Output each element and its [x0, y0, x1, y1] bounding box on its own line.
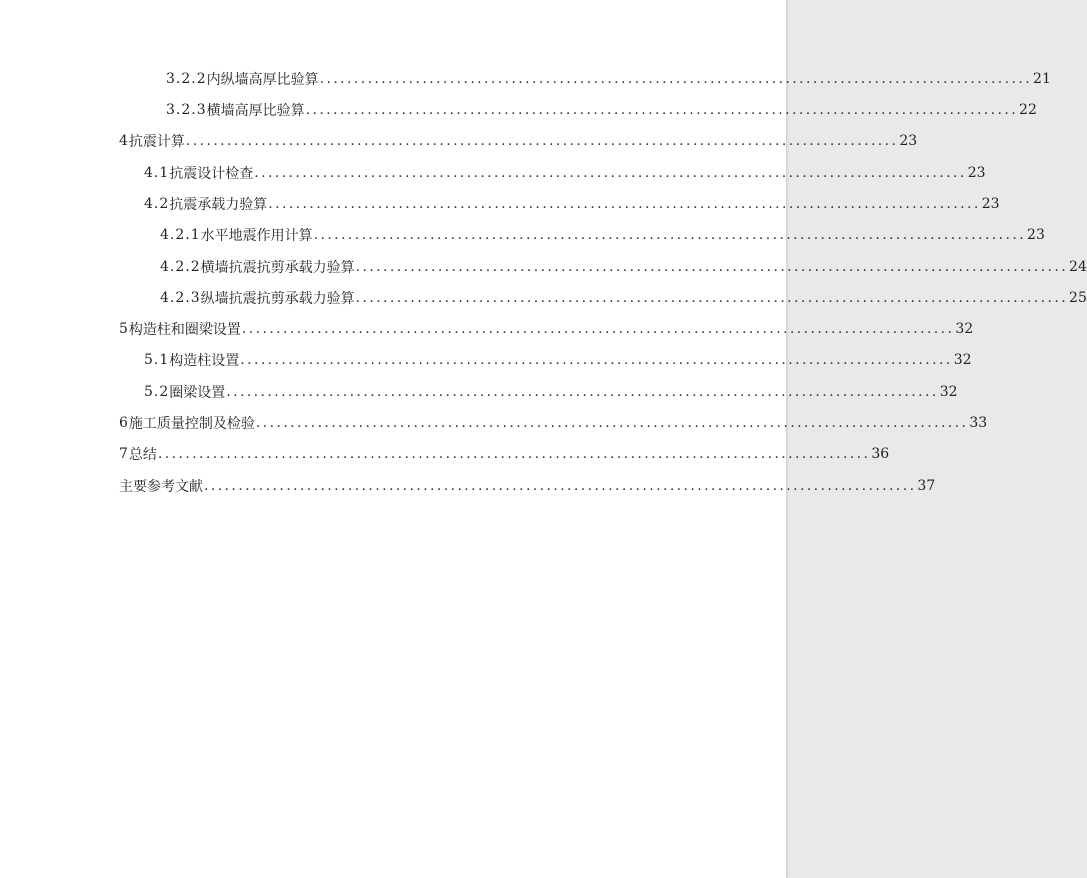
toc-entry-title: 总结: [128, 447, 157, 463]
toc-leader-dots: ........................................................................................................: [185, 133, 899, 149]
toc-entry-number: 7: [119, 446, 129, 462]
toc-entry-page: 32: [953, 352, 972, 368]
toc-entry-number: 4.2: [144, 196, 170, 212]
toc-entry-page: 23: [899, 133, 918, 149]
toc-entry-number: 4.2.3: [160, 290, 201, 306]
toc-leader-dots: ........................................................................................................: [204, 478, 917, 494]
toc-entry-number: 4.2.1: [160, 227, 201, 243]
toc-entry[interactable]: [144, 162, 986, 184]
toc-entry-number: 5: [119, 321, 129, 337]
toc-entry-page: 36: [871, 446, 890, 462]
toc-entry-page: 32: [955, 321, 974, 337]
toc-leader-dots: ........................................................................................................: [157, 446, 871, 462]
toc-entry[interactable]: [160, 224, 1045, 246]
toc-leader-dots: ........................................................................................................: [355, 290, 1069, 306]
toc-leader-dots: ........................................................................................................: [268, 196, 981, 212]
toc-entry[interactable]: [119, 130, 918, 152]
toc-leader-dots: ........................................................................................................: [319, 71, 1033, 87]
toc-entry-number: 3.2.3: [166, 102, 207, 118]
toc-entry-title: 构造柱和圈梁设置: [128, 322, 241, 338]
toc-entry-title: 纵墙抗震抗剪承载力验算: [200, 291, 355, 307]
toc-entry-title: 内纵墙高厚比验算: [206, 72, 319, 88]
toc-leader-dots: ........................................................................................................: [255, 415, 969, 431]
toc-entry-page: 23: [981, 196, 1000, 212]
toc-leader-dots: ........................................................................................................: [305, 102, 1019, 118]
toc-leader-dots: ........................................................................................................: [240, 352, 953, 368]
toc-entry-title: 抗震计算: [128, 134, 185, 150]
toc-entry-number: 3.2.2: [166, 71, 207, 87]
toc-entry[interactable]: [144, 381, 958, 403]
toc-entry-page: 21: [1033, 71, 1051, 87]
toc-entry-title: 横墙抗震抗剪承载力验算: [200, 260, 355, 276]
toc-entry[interactable]: [119, 475, 936, 497]
toc-entry-page: 24: [1069, 259, 1087, 275]
toc-entry-page: 23: [1027, 227, 1045, 243]
toc-entry-number: 4: [119, 133, 129, 149]
toc-entry[interactable]: [166, 99, 1037, 121]
toc-entry[interactable]: [160, 256, 1087, 278]
toc-entry-page: 22: [1019, 102, 1037, 118]
toc-entry-number: 5.2: [144, 384, 170, 400]
toc-leader-dots: ........................................................................................................: [254, 165, 967, 181]
toc-entry-page: 25: [1069, 290, 1087, 306]
toc-entry-title: 施工质量控制及检验: [128, 416, 255, 432]
toc-entry[interactable]: [119, 443, 890, 465]
toc-leader-dots: ........................................................................................................: [226, 384, 939, 400]
toc-entry[interactable]: [160, 287, 1087, 309]
toc-entry-title: 抗震设计检查: [169, 166, 254, 182]
toc-entry-number: 4.2.2: [160, 259, 201, 275]
toc-entry[interactable]: [144, 193, 1000, 215]
toc-entry-title: 抗震承载力验算: [169, 197, 268, 213]
toc-entry-title: 构造柱设置: [169, 353, 240, 369]
toc-leader-dots: ........................................................................................................: [313, 227, 1027, 243]
toc-entry[interactable]: [166, 68, 1051, 90]
toc-entry-title: 主要参考文献: [119, 479, 203, 495]
toc-entry-number: 5.1: [144, 352, 170, 368]
toc-entry-number: 6: [119, 415, 129, 431]
toc-entry[interactable]: [119, 318, 974, 340]
toc-entry-page: 23: [967, 165, 986, 181]
toc-entry-page: 32: [939, 384, 958, 400]
toc-entry-title: 圈梁设置: [169, 385, 226, 401]
toc-entry-title: 横墙高厚比验算: [206, 103, 305, 119]
toc-entry[interactable]: [119, 412, 988, 434]
toc-leader-dots: ........................................................................................................: [355, 259, 1069, 275]
toc-entry[interactable]: [144, 349, 972, 371]
toc-entry-page: 37: [917, 478, 936, 494]
toc-entry-page: 33: [969, 415, 988, 431]
toc-entry-number: 4.1: [144, 165, 170, 181]
toc-entry-title: 水平地震作用计算: [200, 228, 313, 244]
toc-leader-dots: ........................................................................................................: [241, 321, 955, 337]
